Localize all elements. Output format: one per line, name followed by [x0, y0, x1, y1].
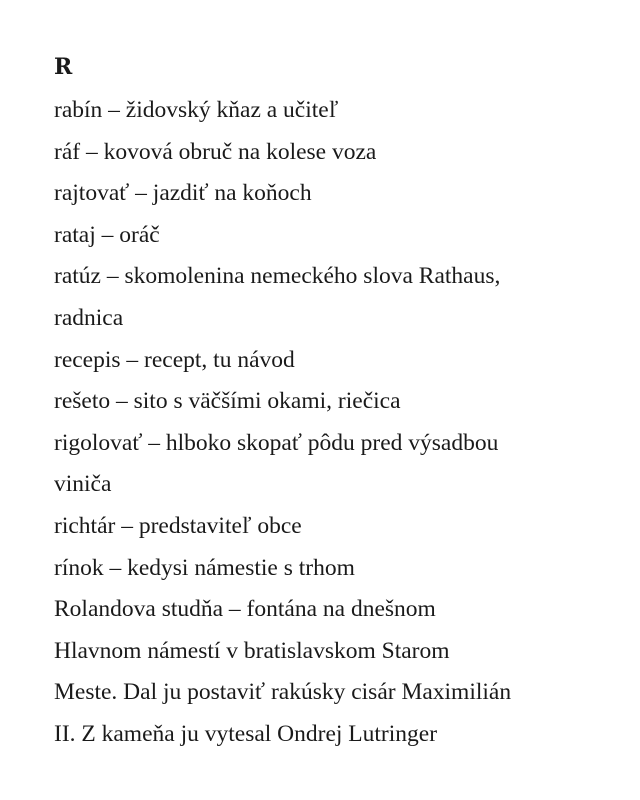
glossary-line: Meste. Dal ju postaviť rakúsky cisár Maximilián	[54, 679, 512, 706]
glossary-line: Rolandova studňa – fontána na dnešnom	[54, 596, 436, 623]
glossary-line: recepis – recept, tu návod	[54, 346, 295, 373]
glossary-line: rínok – kedysi námestie s trhom	[54, 554, 355, 581]
glossary-page	[54, 50, 614, 756]
glossary-line: rataj – oráč	[54, 221, 160, 248]
glossary-line: rešeto – sito s väčšími okami, riečica	[54, 388, 401, 415]
glossary-line: rigolovať – hlboko skopať pôdu pred výsadbou	[54, 429, 499, 456]
glossary-line: ratúz – skomolenina nemeckého slova Rathaus,	[54, 263, 501, 290]
glossary-line: richtár – predstaviteľ obce	[54, 512, 302, 539]
glossary-entries	[54, 90, 614, 756]
glossary-line: radnica	[54, 304, 124, 331]
glossary-line: viniča	[54, 471, 112, 498]
section-letter-heading: R	[54, 54, 73, 80]
glossary-line: rabín – židovský kňaz a učiteľ	[54, 97, 339, 123]
glossary-line: rajtovať – jazdiť na koňoch	[54, 180, 312, 207]
glossary-line: Hlavnom námestí v bratislavskom Starom	[54, 637, 450, 664]
glossary-line: II. Z kameňa ju vytesal Ondrej Lutringer	[54, 720, 438, 747]
glossary-line: ráf – kovová obruč na kolese voza	[54, 138, 377, 165]
